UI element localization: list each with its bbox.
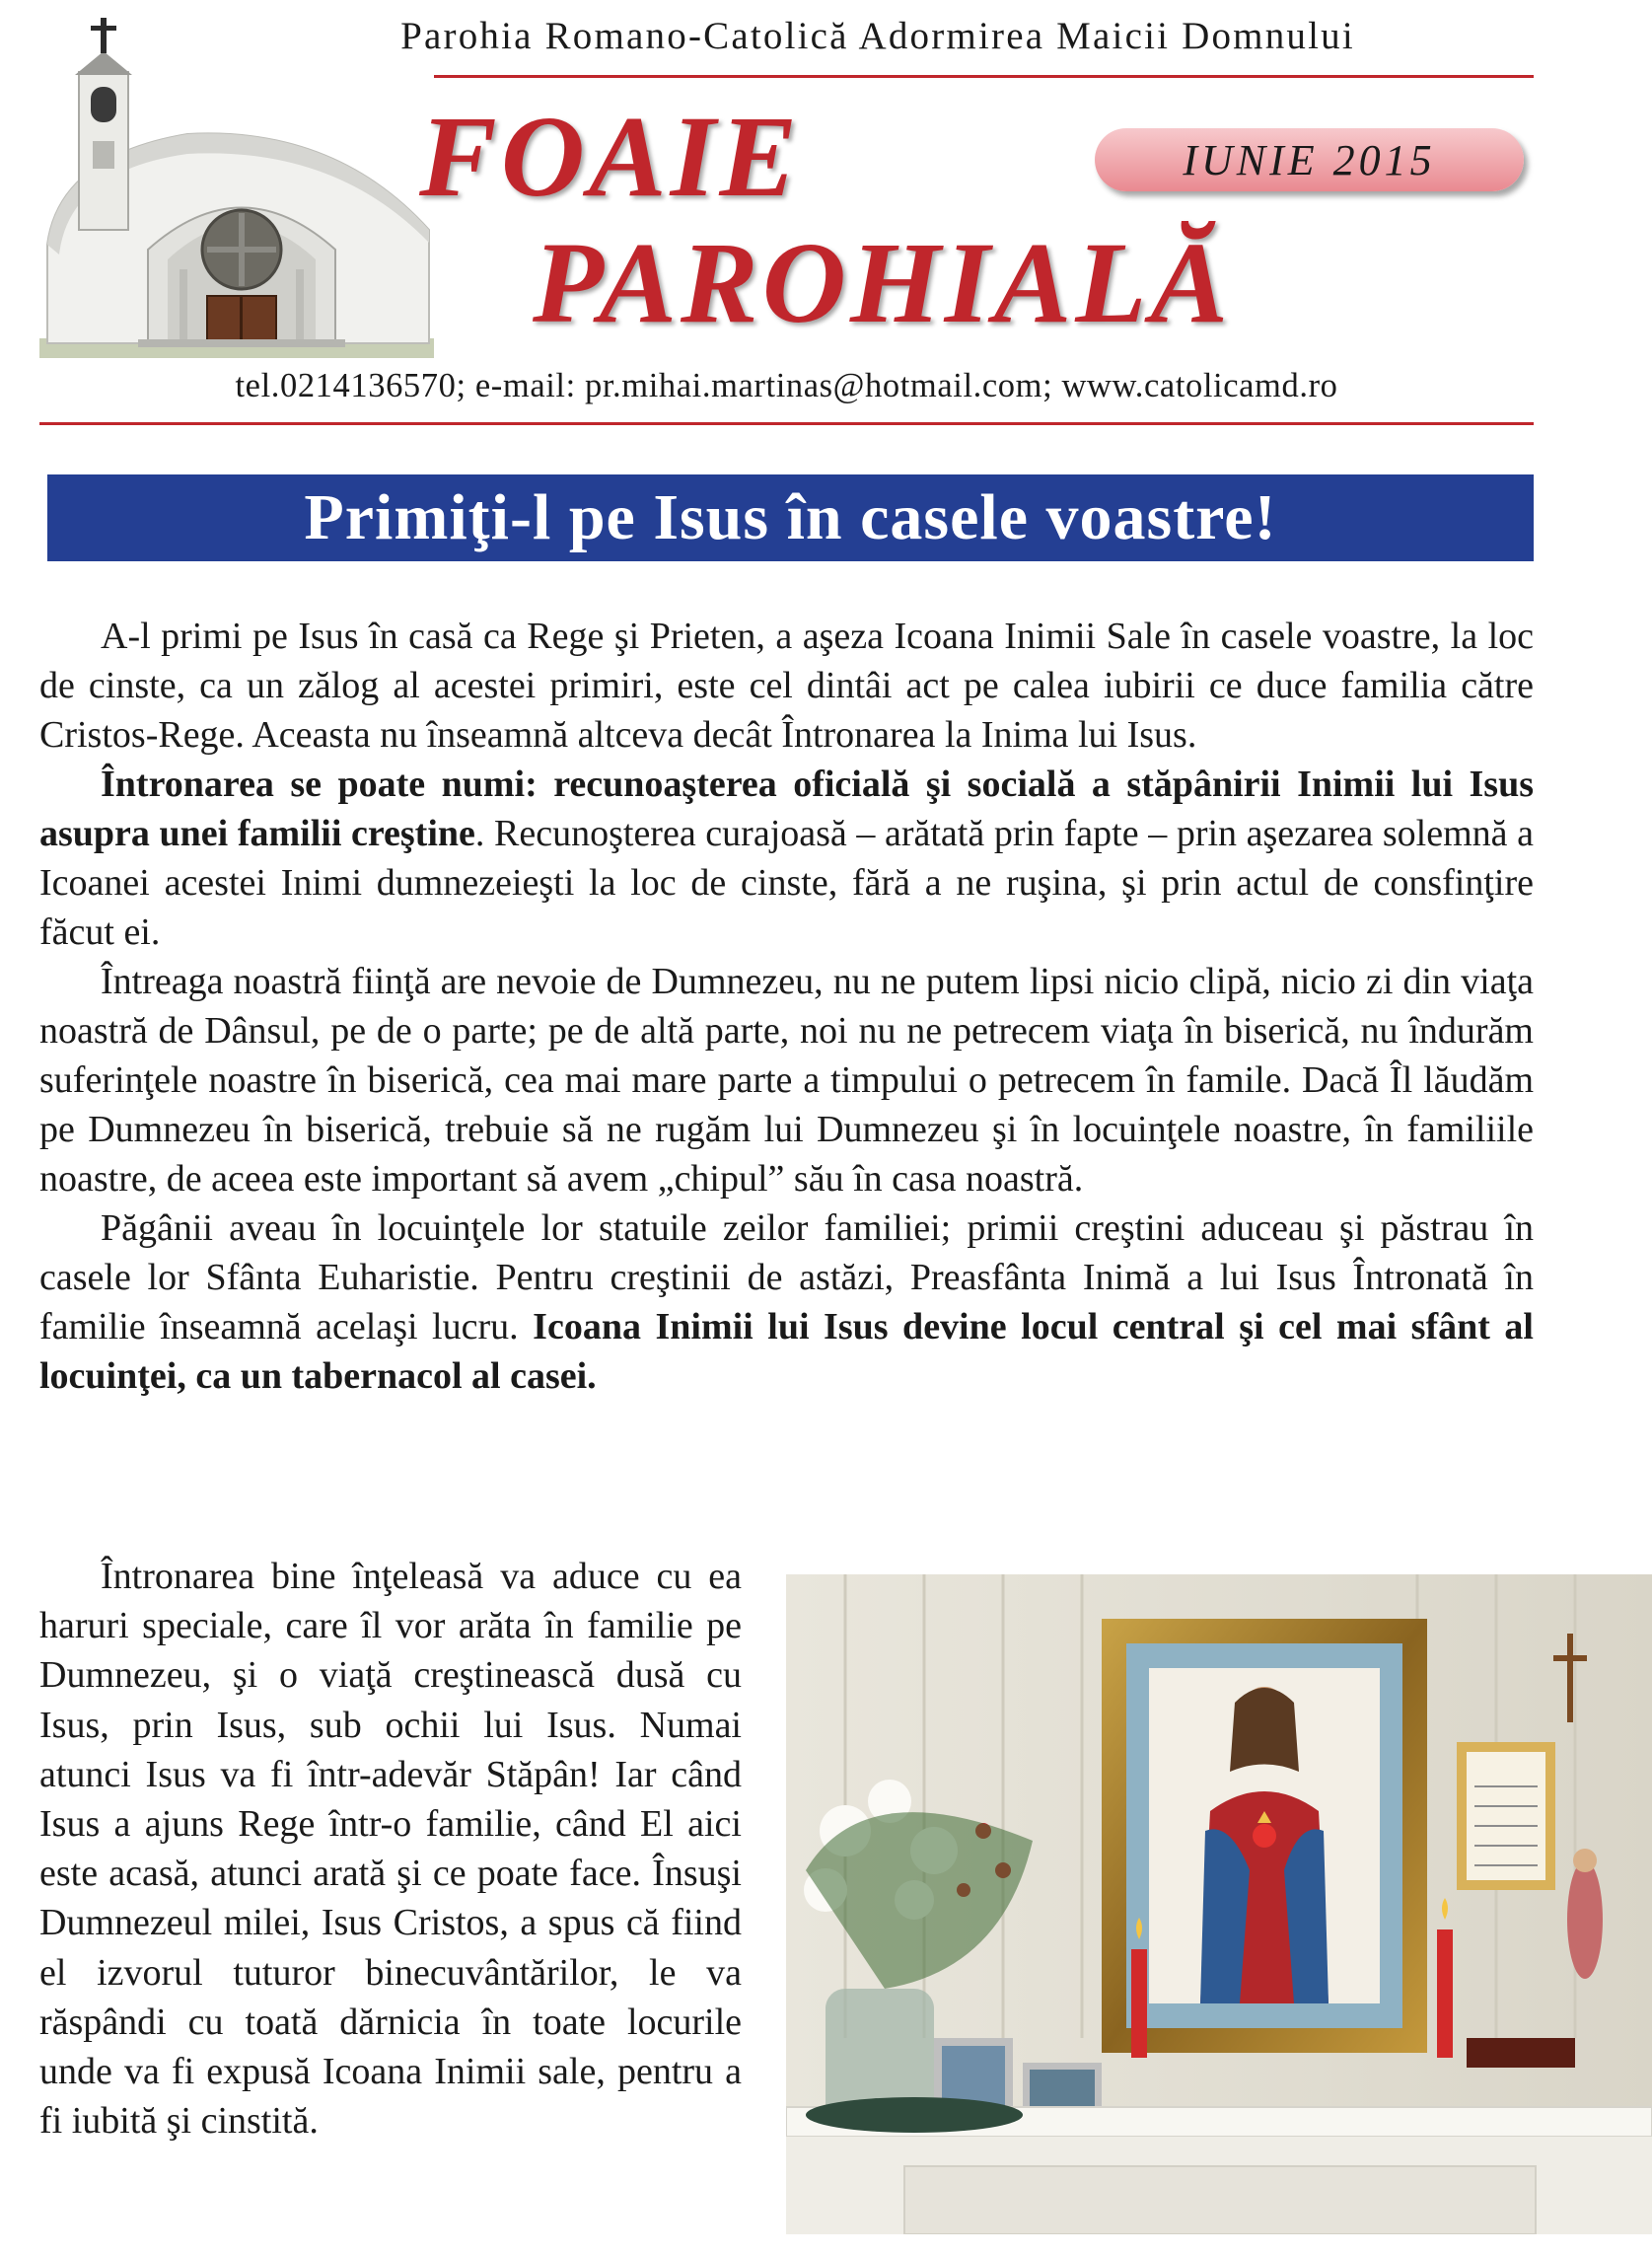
paragraph-2-rest: . Recunoşterea curajoasă – arătată prin fapte – prin aşezarea solemnă a Icoanei acestei Inimi dumnezeieşti la loc de cinste, fără a ne ruşina, şi prin actul de consfinţire făcut ei.	[39, 813, 1534, 953]
masthead-title-line2: PAROHIALĂ	[533, 218, 1233, 347]
paragraph-1: A-l primi pe Isus în casă ca Rege şi Prieten, a aşeza Icoana Inimii Sale în casele voastre, la loc de cinste, ca un zălog al acestei primiri, este cel dintâi act pe calea iubirii ce duce familia către Cristos-Rege. Aceasta nu înseamnă altceva decât Întronarea la Inima lui Isus.	[39, 616, 1534, 756]
masthead-title-line1: FOAIE	[419, 92, 802, 221]
parish-name: Parohia Romano-Catolică Adormirea Maicii Domnului	[400, 15, 1355, 57]
paragraph-2	[39, 760, 1534, 957]
article-headline: Primiţi-l pe Isus în casele voastre!	[304, 481, 1277, 553]
church-illustration	[39, 18, 434, 358]
header-rule-bottom	[39, 422, 1534, 425]
article-body	[39, 612, 1534, 1401]
sacred-heart-icon-photo	[786, 1574, 1652, 2234]
paragraph-3: Întreaga noastră fiinţă are nevoie de Dumnezeu, nu ne putem lipsi nicio clipă, nicio zi din viaţa noastră de Dânsul, pe de o parte; pe de altă parte, noi nu ne petrecem viaţa în biserică, nu îndurăm suferinţele noastre în biserică, cea mai mare parte a timpului o petrecem în famile. Dacă Îl lăudăm pe Dumnezeu în biserică, trebuie să ne rugăm lui Dumnezeu şi în locuinţele noastre, în familiile noastre, de aceea este important să avem „chipul” său în casa noastră.	[39, 961, 1534, 1200]
headline-banner	[47, 474, 1534, 561]
issue-date-badge: IUNIE 2015	[1095, 128, 1524, 191]
article-body-column	[39, 1552, 742, 2146]
contact-line: tel.0214136570; e-mail: pr.mihai.martinas@hotmail.com; www.catolicamd.ro	[235, 367, 1338, 404]
paragraph-2-bold: Întronarea se poate numi: recunoaşterea oficială şi socială a stăpânirii Inimii lui Isus asupra unei familii creştine	[39, 764, 1534, 854]
paragraph-4-start: Păgânii aveau în locuinţele lor statuile zeilor familiei; primii creştini aduceau şi păstrau în casele lor Sfânta Euharistie. Pentru creştinii de astăzi, Preasfânta Inimă a lui Isus Întronată în familie înseamnă acelaşi lucru.	[39, 1207, 1534, 1347]
paragraph-4-bold: Icoana Inimii lui Isus devine locul central şi cel mai sfânt al locuinţei, ca un tabernacol al casei.	[39, 1306, 1534, 1397]
header-rule-top	[434, 75, 1534, 78]
paragraph-4	[39, 1203, 1534, 1401]
paragraph-5: Întronarea bine înţeleasă va aduce cu ea haruri speciale, care îl vor arăta în familie pe Dumnezeu, şi o viaţă creştinească dusă cu Isus, prin Isus, sub ochii lui Isus. Numai atunci Isus va fi într-adevăr Stăpân! Iar când Isus a ajuns Rege într-o familie, când El aici este acasă, atunci arată şi ce poate face. Însuşi Dumnezeul milei, Isus Cristos, a spus că fiind el izvorul tuturor binecuvântărilor, le va răspândi cu toată dărnicia în toate locurile unde va fi expusă Icoana Inimii sale, pentru a fi iubită şi cinstită.	[39, 1556, 742, 2143]
